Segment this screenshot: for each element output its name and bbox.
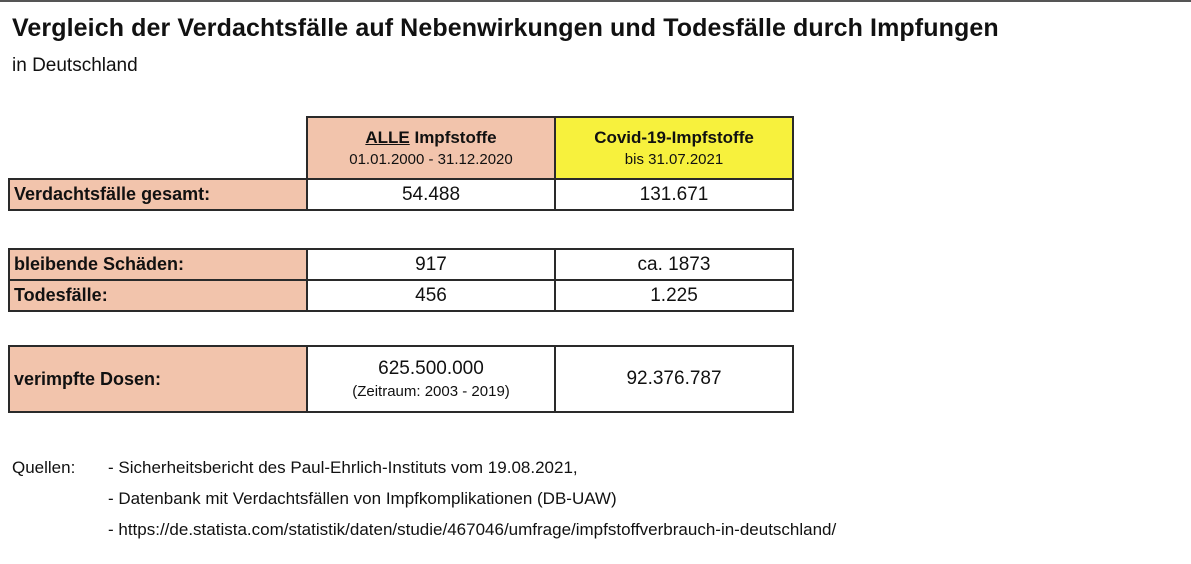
header-alle-period: 01.01.2000 - 31.12.2020 <box>349 151 513 168</box>
page-subtitle: in Deutschland <box>12 55 138 76</box>
cell-covid-verdachtsfaelle: 131.671 <box>554 178 794 211</box>
header-covid-title: Covid-19-Impfstoffe <box>594 128 754 147</box>
cell-covid-bleibende-schaeden: ca. 1873 <box>554 248 794 281</box>
row-label-bleibende-schaeden: bleibende Schäden: <box>8 248 308 281</box>
source-item: - https://de.statista.com/statistik/daten/studie/467046/umfrage/impfstoffverbrauch-in-deutschland/ <box>108 520 837 539</box>
source-item: - Datenbank mit Verdachtsfällen von Impfkomplikationen (DB-UAW) <box>108 489 617 508</box>
sources-prefix: Quellen: <box>12 458 76 477</box>
header-alle-impfstoffe <box>306 116 556 180</box>
header-alle-rest: Impfstoffe <box>409 128 497 147</box>
cell-covid-verimpfte-dosen: 92.376.787 <box>554 345 794 413</box>
header-alle-title <box>365 128 496 148</box>
header-alle-emphasis: ALLE <box>365 128 410 147</box>
row-label-todesfaelle: Todesfälle: <box>8 279 308 312</box>
cell-alle-verimpfte-dosen <box>306 345 556 413</box>
header-covid-period: bis 31.07.2021 <box>624 151 724 168</box>
top-border-line <box>0 0 1191 2</box>
cell-covid-todesfaelle: 1.225 <box>554 279 794 312</box>
cell-alle-bleibende-schaeden: 917 <box>306 248 556 281</box>
cell-alle-todesfaelle: 456 <box>306 279 556 312</box>
row-label-verdachtsfaelle: Verdachtsfälle gesamt: <box>8 178 308 211</box>
source-item: - Sicherheitsbericht des Paul-Ehrlich-Instituts vom 19.08.2021, <box>108 458 578 477</box>
row-label-verimpfte-dosen: verimpfte Dosen: <box>8 345 308 413</box>
cell-alle-dosen-note: (Zeitraum: 2003 - 2019) <box>352 383 510 400</box>
cell-alle-verdachtsfaelle: 54.488 <box>306 178 556 211</box>
page-title: Vergleich der Verdachtsfälle auf Nebenwirkungen und Todesfälle durch Impfungen <box>12 14 999 42</box>
cell-alle-dosen-value: 625.500.000 <box>378 358 484 379</box>
header-covid-impfstoffe <box>554 116 794 180</box>
